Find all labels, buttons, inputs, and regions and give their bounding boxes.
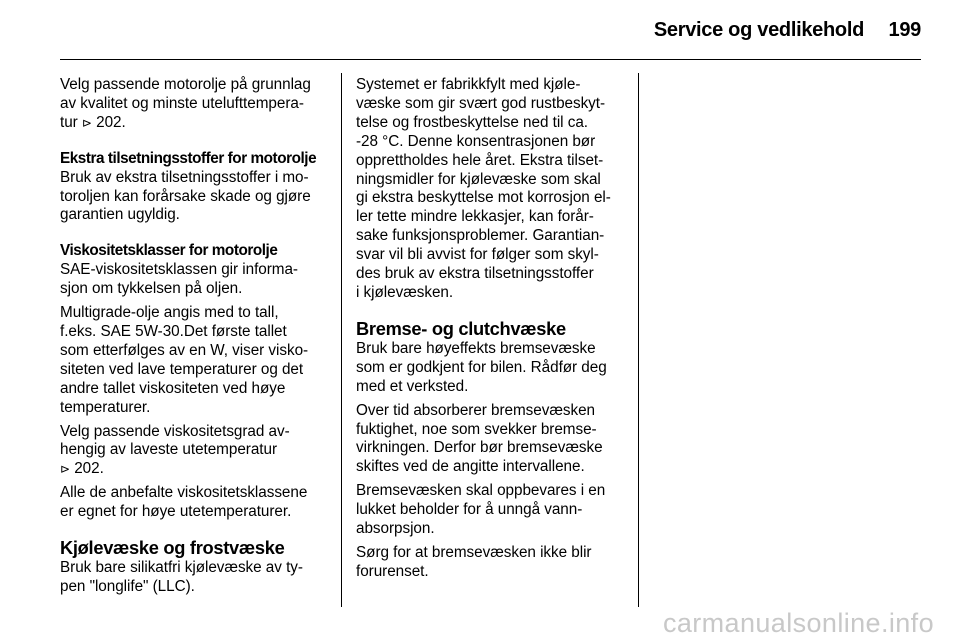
site-watermark: carmanualsonline.info [662,608,934,638]
text-line: Systemet er fabrikkfylt med kjøle- [356,76,581,93]
text-line: lukket beholder for å unngå vann- [356,501,583,519]
text-line: fuktighet, noe som svekker bremse- [356,420,597,438]
text-line: ningsmidler for kjølevæske som skal [356,170,601,188]
text-line: ler tette mindre lekkasjer, kan forår- [356,208,594,226]
header-divider [60,59,921,60]
column-divider-left [341,73,342,607]
section-viscosity [60,242,332,522]
paragraph [356,544,628,582]
text-line: pen "longlife" (LLC). [60,577,195,595]
text-line: siteten ved lave temperaturer og det [60,360,304,378]
text-line: Velg passende viskositetsgrad av- [60,422,290,440]
text-line [60,460,332,479]
page-header-title: Service og vedlikehold [653,19,864,41]
text-line: Over tid absorberer bremsevæsken [356,401,595,419]
cross-reference-icon: ⊳ [60,462,71,477]
text-line: forurenset. [356,562,429,580]
text-line: temperaturer. [60,398,151,416]
text-line: f.eks. SAE 5W-30.Det første tallet [60,322,287,340]
text-line: Bruk av ekstra tilsetningsstoffer i mo- [60,168,309,186]
subheading-viscosity: Viskositetsklasser for motorolje [60,242,278,260]
text-line: telse og frostbeskyttelse ned til ca. [356,113,588,131]
text-line: væske som gir svært god rustbeskyt- [356,94,606,112]
text-line: sjon om tykkelsen på oljen. [60,280,243,298]
text-column-left [60,76,332,597]
paragraph [356,482,628,539]
subheading-additives: Ekstra tilsetningsstoffer for motorolje [60,149,317,167]
paragraph [356,402,628,478]
text-line: Bruk bare silikatfri kjølevæske av ty- [60,559,303,577]
text-line: Bruk bare høyeffekts bremsevæske [356,339,596,357]
text-line: som er godkjent for bilen. Rådfør deg [356,358,607,376]
text-line: Sørg for at bremsevæsken ikke blir [356,543,592,561]
section-additives [60,150,332,226]
text-line: toroljen kan forårsake skade og gjøre [60,187,311,205]
text-line: virkningen. Derfor bør bremsevæske [356,439,603,457]
text-line: garantien ugyldig. [60,206,180,224]
paragraph [60,423,332,480]
paragraph [60,484,332,522]
page-number: 199 [888,19,921,41]
text-line: skiftes ved de angitte intervallene. [356,458,585,476]
text-fragment: tur [60,113,78,131]
text-line: hengig av laveste utetemperatur [60,441,277,459]
heading-coolant: Kjølevæske og frostvæske [60,537,285,559]
text-line: som etterfølges av en W, viser visko- [60,341,309,359]
text-line: opprettholdes hele året. Ekstra tilset- [356,151,604,169]
text-column-middle [356,76,628,582]
text-line: Multigrade-olje angis med to tall, [60,304,279,322]
text-line: Bremsevæsken skal oppbevares i en [356,482,606,500]
text-line: Alle de anbefalte viskositetsklassene [60,484,308,502]
text-line: -28 °C. Denne konsentrasjonen bør [356,132,596,150]
cross-reference-icon: ⊳ [81,115,92,130]
column-divider-right [638,73,639,607]
text-line: sake funksjonsproblemer. Garantian- [356,227,605,245]
text-line: des bruk av ekstra tilsetningsstoffer [356,265,594,283]
paragraph [60,261,332,299]
paragraph [60,304,332,417]
section-coolant [60,537,332,597]
text-line: Velg passende motorolje på grunnlag [60,76,311,93]
paragraph-oil-selection [60,76,332,133]
cross-reference-link[interactable]: 202. [96,113,126,131]
text-line: andre tallet viskositeten ved høye [60,379,286,397]
section-brake-fluid [356,318,628,582]
text-line: er egnet for høye utetemperaturer. [60,503,292,521]
paragraph [356,340,628,397]
cross-reference-link[interactable]: 202. [74,460,104,478]
text-line: av kvalitet og minste utelufttempera- [60,94,304,112]
text-line: gi ekstra beskyttelse mot korrosjon el- [356,189,611,207]
text-line: svar vil bli avvist for følger som skyl- [356,246,599,264]
heading-brake-fluid: Bremse- og clutchvæske [356,317,566,339]
text-line: i kjølevæsken. [356,283,454,301]
text-line: absorpsjon. [356,520,435,538]
text-line: med et verksted. [356,377,469,395]
paragraph-coolant-details [356,76,628,303]
text-line [60,114,332,133]
text-line: SAE-viskositetsklassen gir informa- [60,261,298,279]
